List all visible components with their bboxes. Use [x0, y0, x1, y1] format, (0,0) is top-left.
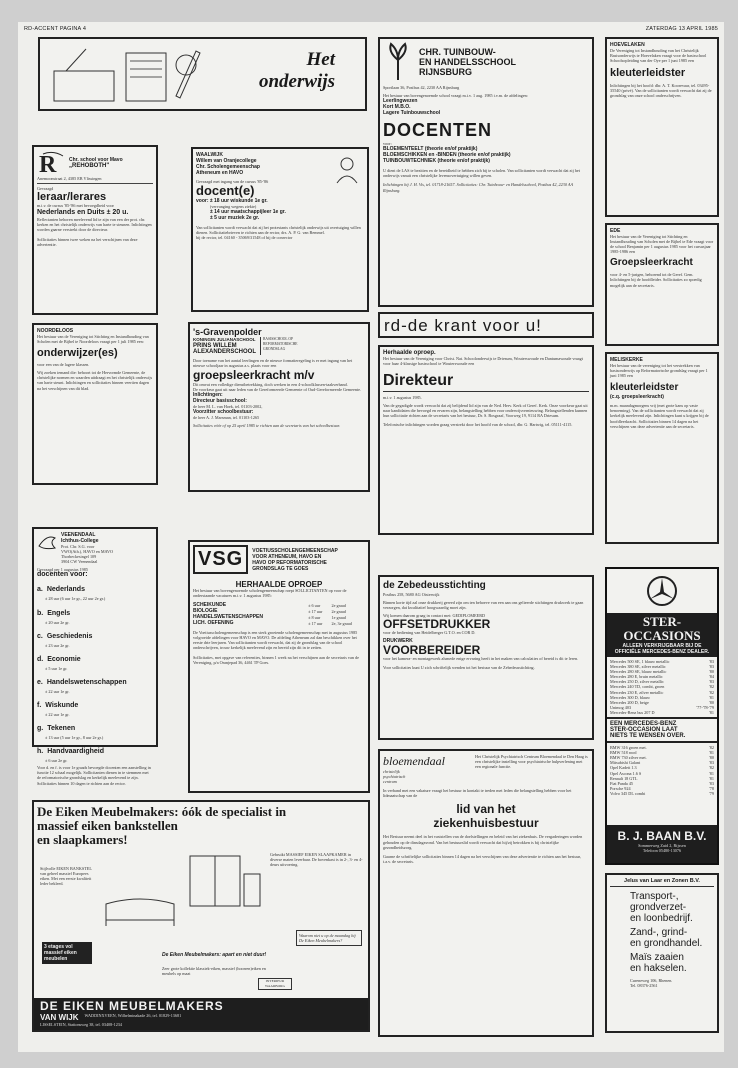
rehoboth-intro: Gevraagd — [37, 186, 54, 192]
ster-tagline1: EEN MERCEDES-BENZ — [610, 721, 677, 728]
list-item: Fiat Panda 45 '83 — [610, 780, 714, 786]
page-header-right: ZATERDAG 13 APRIL 1985 — [645, 26, 718, 32]
gravenpolder-school2: PRINS WILLEM — [193, 343, 237, 349]
zebedeus-contact: Wij komen daarom graag in contact met: GEDIPLOMEERD — [383, 613, 486, 619]
noordeloos-body: Het bestuur van de Vereniging tot Stichting en Instandhouding van Scholen met de Bijbel te Noordeloos vraagt per 1 juli 1985 een: — [37, 334, 149, 345]
list-item: Mercedes 500 SE, 1 blauw metallic '83 — [610, 659, 714, 664]
table-row: HANDELSWETENSCHAPPEN ± 8 uur 1e graad — [193, 614, 346, 621]
gravenpolder-school1: KONINGIN JULIANASCHOOL — [193, 337, 256, 342]
laar-l1: Transport-, — [630, 891, 679, 902]
voetius-n2: VOOR ATHENEUM, HAVO EN — [252, 553, 322, 560]
eiken-brand: DE EIKEN MEUBELMAKERS — [40, 999, 224, 1013]
laar-l4: Zand-, grind- — [630, 927, 688, 938]
zebedeus-addr: Postbus 258, 5680 AG Oisterwijk — [383, 592, 440, 597]
ster-dealer-tel: Telefoon 05480-13076 — [642, 848, 682, 854]
gravenpolder-school4: BASISSCHOOL OP REFORMATORISCHE GRONDSLAG — [260, 337, 310, 355]
herhaalde-title: Herhaalde oproep. — [383, 350, 436, 356]
svg-text:R: R — [39, 152, 57, 178]
ede-foot: voor 4- en 5-jarigen, behorend tot de Geref. Gem. Inlichtingen bij de hoofdleider. Sollicitaties zo spoedig mogelijk aan de secretaris. — [610, 272, 702, 288]
eiken-badge: INTERIEUR WAARBORG — [258, 978, 292, 990]
list-item: BMW 316 groen met. '82 — [610, 745, 714, 751]
gravenpolder-ad — [188, 322, 370, 492]
hoevelaken-place: HOEVELAKEN — [610, 42, 645, 48]
list-item: Mercedes 230 E, zilver metallic '82 — [610, 689, 714, 695]
bloemendaal-sub: In verband met een vakature vraagt het bestuur in kontakt te treden met leden die belangstelling hebben voor het lidmaatschap van de — [383, 788, 572, 799]
flower-icon — [383, 42, 413, 82]
gravenpolder-intro: Door toename van het aantal leerlingen en de nieuwe formatieregeling is er met ingang van het nieuwe schooljaar in augustus a.s. plaats voor een — [193, 358, 353, 369]
bloemendaal-intro: Het Christelijk Psychiatrisch Centrum Bloemendaal te Den Haag is een christelijke instelling voor psychiatrische hulpverlening met een regionale functie. — [475, 754, 588, 770]
meliskerke-role: kleuterleidster — [610, 382, 679, 394]
gravenpolder-d4: de heer A. J. Marsman, tel. 01103-1265 — [193, 415, 260, 421]
pencil-icon — [46, 41, 206, 107]
tuinbouw-voor: voor: — [383, 141, 392, 147]
onderwijs-title — [259, 49, 335, 93]
list-item: Opel Kadett 1.3 '82 — [610, 765, 714, 771]
zebedeus-title: de Zebedeusstichting — [383, 580, 486, 591]
rehoboth-name: „REHOBOTH" — [69, 163, 110, 169]
eiken-apart1: De Eiken Meubelmakers: apart en niet duur! — [162, 952, 267, 958]
list-item: Mercedes 380 SE, zilver metallic '83 — [610, 664, 714, 670]
tuinbouw-sub-list — [383, 146, 589, 164]
laar-addr: Cureneweg 106, Rhenen. — [630, 978, 673, 983]
ede-role: Groepsleerkracht — [610, 257, 693, 269]
zebedeus-ad — [378, 575, 594, 740]
waalwijk-ad — [191, 147, 369, 312]
veenendaal-addr2: 3904 CW Veenendaal — [61, 559, 98, 565]
gravenpolder-d2: de heer M. L. van Hoek, tel. 01103-2002, — [193, 404, 263, 410]
eiken-title3: en slaapkamers! — [37, 832, 128, 847]
meliskerke-sub: (c.q. groepsleerkracht) — [610, 394, 664, 401]
meliskerke-place: MELISKERKE — [610, 357, 643, 363]
laar-title: Jelus van Laar en Zonen B.V. — [610, 878, 714, 887]
herhaalde-role: Direkteur — [383, 371, 589, 392]
list-item: f. Wiskunde ± 22 uur 1e gr. — [37, 701, 79, 717]
waalwijk-line2: Chr. Scholengemeenschap — [196, 164, 260, 170]
rehoboth-footer: Sollicitaties binnen twee weken na het verschijnen van deze advertentie. — [37, 236, 138, 247]
tuinbouw-name1: CHR. TUINBOUW- — [419, 47, 496, 57]
laar-l5: en grondhandel. — [630, 938, 703, 949]
list-item: Mercedes 280 E, bruin metallic '84 — [610, 674, 714, 680]
zebedeus-foot: Voor sollicitaties kunt U zich schriftelijk wenden tot het bestuur van de Zebedeusstichting. — [383, 664, 535, 670]
list-item: e. Handelswetenschappen ± 22 uur 1e gr. — [37, 678, 127, 694]
meliskerke-ad — [605, 352, 719, 544]
tuinbouw-name3: RIJNSBURG — [419, 67, 473, 77]
onderwijs-title-1: Het — [306, 49, 335, 70]
list-item: b. Engels ± 20 uur 2e gr. — [37, 609, 71, 625]
waalwijk-line3: Atheneum en HAVO — [196, 170, 244, 176]
eiken-apart2: Zeer grote kollektie klassiek-eiken, massief (hoorren)eiken en meubels op maat — [162, 966, 266, 977]
veenendaal-intro: Gevraagd per 1 augustus 1985 — [37, 567, 88, 573]
list-item: Lagere Tuinbouwschool — [383, 110, 441, 117]
voetius-ad — [188, 540, 370, 793]
ster-title: STER-OCCASIONS — [623, 614, 701, 643]
house-icon — [184, 850, 264, 910]
list-item: Unimog 403 '77-'78-'79 — [610, 704, 714, 710]
noordeloos-role: onderwijzer(es) — [37, 347, 118, 360]
list-item: Opel Ascona 1.6 S '81 — [610, 770, 714, 776]
tuinbouw-name2: EN HANDELSSCHOOL — [419, 57, 517, 67]
rehoboth-logo-icon — [37, 150, 65, 176]
voetius-foot: Sollicitaties, met opgave van referenties, binnen 1 week na het verschijnen aan de secretaris van de Vereniging, p/a Oranjepad 36, 4461 TP Goes. — [193, 654, 359, 665]
ster-sub1: ALLEEN VERKRIJGBAAR BIJ DE — [622, 643, 702, 649]
waalwijk-l3: ± 14 uur maatschappijleer 1e gr. — [210, 209, 286, 216]
list-item: De voorkeur gaat uit naar leden van de Gereformeerde Gemeente of Oud-Gereformeerde Gemeente. — [193, 387, 361, 393]
bloemendaal-role2: ziekenhuisbestuur — [433, 816, 539, 831]
waalwijk-place: WAALWIJK — [196, 152, 223, 158]
list-item: Porsche 924 '78 — [610, 785, 714, 791]
eiken-promo3: meubelen — [44, 956, 68, 962]
list-item: BLOEMENTEELT (theorie en/of praktijk) — [383, 146, 478, 153]
meliskerke-foot: m.m. maandagmorgens vrij (met grote kans op vaste benoeming). Van de sollicitanten wordt verwacht dat zij kerkelijk meelevend zijn. Inlichtingen kunt u krijgen bij de hoofdleerkracht. Sollicitaties binnen 14 dagen na het verschijnen van deze advertentie aan de secretaris. — [610, 403, 709, 429]
noordeloos-sub: voor een van de lagere klassen. — [37, 362, 90, 368]
veenendaal-addr: Thorbeckesingel 109 — [61, 554, 97, 560]
eiken-promo — [42, 942, 92, 964]
herhaalde-intro: Het bestuur van de Vereniging voor Christ. Nat. Schoolonderwijs te Driesum, Wouterswoude en Dantumawoude vraagt voor haar 4-klassige basisschool te Wouterswoude een — [383, 356, 583, 367]
eiken-left: Stijlvolle EIKEN BANKSTEL van geheel massief Europees eiken. Met een eerste kwaliteit leder bekleed. — [40, 866, 92, 887]
page-header-left: RD-ACCENT PAGINA 4 — [24, 26, 87, 32]
rehoboth-body: Reflectanten behoren meelevend lid te zijn van een der prot. chr. kerken en het christelijk onderwijs van harte te steunen. Inlichtingen worden gaarne verstrekt door de directeur. — [37, 217, 152, 233]
veenendaal-ad — [32, 527, 158, 786]
laar-ad — [605, 873, 719, 1033]
list-item: Mercedes 240 TD, combi, groen '82 — [610, 684, 714, 690]
laar-l6: Maïs zaaien — [630, 952, 684, 963]
eiken-body: Gebruikt MASSIEF EIKEN SLAAPKAMER in diverse maten leverbaar. De bovenkast is in 2-, 3- en 4-deurs uitvoering. — [270, 852, 363, 868]
herhaalde-body: Van de gegadigde wordt verwacht dat zij belijdend lid zijn van de Ned. Herv. Kerk of Geref. Kerk. Onze voorkeur gaat uit naar kandidaten die bevoegd en ervaren zijn, belangstelling hebben voor onderwijsvernieuwing. Belangstellenden kunnen hun sollicitatie richten aan de secretaris van het bestuur, Dr. S. Bosgraaf, Voorweg 19, 9114 RA Driesum. — [383, 403, 588, 419]
list-item: BMW 730 zilver met. '80 — [610, 755, 714, 761]
voetius-intro: Het bestuur van bovengenoemde scholengemeenschap roept SOLLICITANTEN op voor de onderstaande vacatures m.i.v. 1 augustus 1985: — [193, 588, 347, 599]
noordeloos-ad — [32, 323, 158, 485]
waalwijk-role: docent(e) — [196, 183, 255, 199]
tuinbouw-address: Sportlaan 36, Postbus 42, 2230 AA Rijnsburg — [383, 85, 460, 90]
table-row: SCHEIKUNDE ± 6 uur 2e graad — [193, 602, 346, 609]
gravenpolder-info: Inlichtingen: — [193, 392, 223, 399]
noordeloos-foot: Wij zoeken iemand die: behoort tot de Hervormde Gemeente, de christelijke normen en waarden uitdraagt en het christelijk onderwijs van harte steunt. Inlichtingen en sollicitaties binnen veertien dagen na het verschijnen van dit blad. — [37, 370, 153, 391]
list-item: Mercedes 200 D, beige '80 — [610, 699, 714, 705]
ster-other-list — [607, 743, 717, 798]
veenendaal-list — [37, 578, 153, 763]
gravenpolder-foot: Sollicitaties vóór of op 25 april 1985 te richten aan de secretaris van het schoolbestuur. — [193, 422, 340, 428]
herhaalde-ad — [378, 345, 594, 535]
eiken-promo2: massief eiken — [44, 950, 77, 956]
veenendaal-sub2: VWO(Ath.), HAVO en MAVO — [61, 549, 114, 555]
noordeloos-place: NOORDELOOS — [37, 328, 74, 334]
bloemendaal-logo1: bloemendaal — [383, 754, 445, 768]
list-item: Mercedes 250 D, zilver metallic '83 — [610, 679, 714, 685]
list-item: d. Economie ± 5 uur 1e gr. — [37, 655, 81, 671]
ster-ad — [605, 567, 719, 865]
bloemendaal-logo — [383, 754, 469, 784]
zebedeus-sub2: voor het kamera- en montagewerk alsmede enige ervaring heeft in het maken van calculaties of bereid is dit te leren. — [383, 656, 579, 662]
list-item: Leerlingwezen — [383, 98, 418, 105]
rehoboth-subject: Nederlands en Duits ± 20 u. — [37, 209, 129, 217]
eiken-brand2: VAN WIJK — [40, 1013, 79, 1022]
list-item: c. Geschiedenis ± 23 uur 2e gr. — [37, 632, 93, 648]
waalwijk-l2: (vervanging wegens ziekte) — [210, 204, 257, 210]
hoevelaken-foot: Inlichtingen bij het hoofd: dhr. A. T. Koorevaar, tel. 03495-35540 (privé). Van de sollicitanten wordt verwacht dat zij de grondslag van onze school onderschrijven. — [610, 83, 712, 99]
waalwijk-sub: Gevraagd met ingang van de cursus '85-'86 — [196, 179, 269, 184]
zebedeus-role2: VOORBEREIDER — [383, 643, 481, 658]
eiken-addr: WADDINXVEEN, Wilhelminakade 26, tel. 01829-13681 — [84, 1013, 182, 1018]
bloemendaal-foot: Gaarne de schriftelijke sollicitaties binnen 14 dagen na het verschijnen van deze advertentie te richten aan het bestuur, t.a.v. de secretaris. — [383, 853, 581, 864]
voetius-logo: VSG — [193, 545, 248, 574]
veenendaal-sub1: Prot. Chr. S.G. voor — [61, 544, 95, 549]
portrait-icon — [335, 155, 359, 183]
table-row: LICH. OEFENING ± 17 uur 2e, 3e graad — [193, 620, 352, 627]
table-row: BIOLOGIE ± 17 uur 2e graad — [193, 608, 346, 615]
zebedeus-sub1: voor de bediening van Heidelberger G.T.O. en COR D. — [383, 630, 476, 636]
ster-car-list — [607, 657, 717, 717]
eiken-promo1: 3 etages vol — [44, 944, 73, 950]
bloemendaal-logo2: christelijk — [383, 769, 400, 774]
ede-ad — [605, 223, 719, 346]
onderwijs-header-ad — [38, 37, 367, 111]
veenendaal-place: VEENENDAAL — [61, 532, 96, 538]
gravenpolder-role: groepsleerkracht m/v — [193, 368, 315, 383]
rehoboth-address: Anemoonstraat 2, 4385 EB Vlissingen — [37, 176, 102, 181]
bloemendaal-role1: lid van het — [456, 802, 516, 817]
dove-icon — [37, 532, 57, 552]
eiken-title2: massief eiken bankstellen — [37, 818, 178, 833]
meliskerke-body: Het bestuur van de vereniging tot het verstrekken van basisonderwijs op Reformatorische grondslag vraagt per 1 juni 1985 een — [610, 363, 708, 379]
rehoboth-org: Chr. school voor Mavo — [69, 157, 123, 163]
rd-banner-text: rd-de krant voor u! — [384, 316, 542, 335]
tuinbouw-foot: Inlichtingen bij J. H. Vis, tel. 01718-21657. Sollicitaties: Chr. Tuinbouw- en Handelsschool, Postbus 42, 2230 AA Rijnsburg. — [383, 182, 573, 193]
laar-l3: en loonbedrijf. — [630, 913, 693, 924]
tuinbouw-role: DOCENTEN — [383, 120, 493, 141]
list-item: Dit omvat een volledige dienstbetrekking, doch werken in een 4-schoolklassen-taakverband. — [193, 382, 348, 388]
herhaalde-date: m.i.v. 1 augustus 1985. — [383, 395, 422, 401]
voetius-body: De Voetiusscholengemeenschap is een sterk groeiende scholengemeenschap met in augustus 1985 volgroeide afdelingen voor HAVO en MAVO. De afdeling Atheneum zal dan beschikken over het eerste drie leerjaren. Van sollicitanten wordt verwacht, dat zij de grondslag van de school onderschrijven, trouw kerkelijk meelevend zijn en bereid zijn dit in te zetten. — [193, 630, 358, 651]
zebedeus-body: Binnen korte tijd zal onze drukkerij gereed zijn om ten behoeve van een aan ons gelieerde stichtingen drukwerk te gaan verzorgen, dat kwalitatief hoogwaardig moet zijn. — [383, 600, 584, 611]
ster-dealer-addr: Sommerweg Zuid 2, Rijssen — [638, 843, 686, 848]
list-item: g. Tekenen ± 13 uur (5 uur 1e gr., 8 uur 2e gr.) — [37, 725, 104, 741]
voetius-table — [193, 602, 365, 626]
tuinbouw-intro: Het bestuur van bovengenoemde school vraagt m.i.v. 1 aug. 1985 i.v.m. de afdelingen: — [383, 93, 528, 99]
gravenpolder-school3: ALEXANDERSCHOOL — [193, 349, 257, 355]
waalwijk-body: Van sollicitanten wordt verwacht dat zij het protestants christelijk onderwijs uit overtuiging willen dienen. Sollicitatiebrieven te richten aan de rector, drs. A. P. G. van Bemmel. — [196, 225, 361, 236]
eiken-slogan: Waarom niet u op de maandag bij De Eiken Meubelmakers? — [296, 930, 362, 946]
bloemendaal-logo3: psychiatrisch — [383, 774, 406, 780]
ster-dealer: B. J. BAAN B.V. — [617, 829, 707, 843]
voetius-n1: VOETIUSSCHOLENGEMEENSCHAP — [252, 547, 338, 554]
zebedeus-role1: OFFSETDRUKKER — [383, 617, 491, 632]
laar-tel: Tel. 08376-2561 — [630, 983, 658, 989]
bloemendaal-body: Het Bestuur neemt deel in het vaststellen van de doelstellingen en beleid van het ziekenhuis. De vergaderingen worden gehouden op de dinsdagavond. Van het bestuurslid wordt verwacht dat hij/zij betrokken is bij christelijke gezondheidszorg. — [383, 834, 583, 850]
rehoboth-subject-intro: m.i.v. de cursus '85-'86 met bevoegdheid voor — [37, 203, 114, 209]
list-item: Mercedes-Benz bus 207 D '81 — [610, 709, 714, 715]
hoevelaken-role: kleuterleidster — [610, 67, 686, 80]
veenendaal-role: docenten voor: — [37, 571, 88, 579]
gravenpolder-list — [193, 382, 365, 392]
eiken-title1: De Eiken Meubelmakers: óók de specialist in — [37, 804, 287, 819]
bloemendaal-ad — [378, 749, 594, 1037]
ster-tagline2: STER-OCCASION LAAT — [610, 727, 678, 734]
voetius-n3: HAVO OP REFORMATORISCHE — [252, 559, 327, 566]
gravenpolder-place: 's-Gravenpolder — [193, 327, 262, 337]
list-item: a. Nederlands ± 28 uur (6 uur 1e gr., 22 uur 2e gr.) — [37, 586, 106, 602]
voetius-n4: GRONDSLAG TE GOES — [252, 565, 309, 572]
gravenpolder-d1: Directeur basisschool: — [193, 398, 247, 405]
rehoboth-ad — [32, 145, 158, 315]
gravenpolder-d3: Voorzitter schoolbestuur: — [193, 409, 254, 416]
mercedes-star-icon — [646, 575, 678, 607]
eiken-ad — [32, 800, 370, 1032]
ede-body: Het bestuur van de Vereniging tot Stichting en Instandhouding van Scholen met de Bijbel te Ede vraagt voor de school Benjamin per 1 augustus 1985 voor het cursusjaar 1985-1986 een — [610, 234, 714, 255]
rehoboth-role: leraar/lerares — [37, 191, 107, 204]
list-item: Volvo 345 DL combi '79 — [610, 790, 714, 796]
waalwijk-l4: ± 5 uur muziek 2e gr. — [210, 215, 260, 222]
tuinbouw-list — [383, 98, 589, 116]
list-item: Renault 18 GTL '81 — [610, 775, 714, 781]
ster-sub2: OFFICIËLE MERCEDES-BENZ DEALER. — [614, 649, 710, 655]
tuinbouw-ad — [378, 37, 594, 307]
hoevelaken-ad — [605, 37, 719, 217]
waalwijk-foot: bij de rector, tel. 04160 - 35069/31548 of bij de conrector — [196, 235, 293, 241]
list-item: BMW 518 rood '81 — [610, 750, 714, 756]
list-item: Mitsubishi Galant '83 — [610, 760, 714, 766]
onderwijs-title-2: onderwijs — [258, 71, 335, 92]
list-item: Kort M.B.O. — [383, 104, 411, 111]
list-item: Mercedes 300 D, blauw '81 — [610, 694, 714, 700]
veenendaal-school: Ichthus-College — [61, 538, 99, 544]
list-item: BLOEMSCHIKKEN en -BINDEN (theorie en/of praktijk) — [383, 152, 511, 159]
voetius-oproep: HERHAALDE OPROEP — [235, 580, 323, 589]
laar-l2: grondverzet- — [630, 902, 687, 913]
zebedeus-drukwerk: DRUKWERK — [383, 638, 413, 645]
laar-l7: en hakselen. — [630, 963, 687, 974]
list-item: Mercedes 280 SE, blauw metallic '80 — [610, 669, 714, 675]
newspaper-page — [18, 22, 724, 1052]
tuinbouw-body: U dient de LAS te bezitten en de bereidheid te hebben zich bij te scholen. Van sollicitanten wordt verwacht dat zij het onderwijs vanuit een christelijke levensovertuiging willen geven. — [383, 168, 580, 179]
waalwijk-line1: Willem van Oranjecollege — [196, 158, 257, 164]
ede-place: EDE — [610, 228, 621, 234]
bloemendaal-logo4: centrum — [383, 779, 397, 785]
veenendaal-foot: Voor d. en f. is voor 1e graads bevoegde docenten een aanstelling in functie 12 schaal mogelijk. Sollicitanten dienen in te stemmen met de reformatorische grondslag en kerkelijk meelevend te zijn. Sollicitaties binnen 10 dagen te richten aan de rector. — [37, 765, 151, 786]
eiken-addr2: LISSELSTEIN, Stationsweg 38, tel. 03408-1234 — [40, 1022, 122, 1027]
rd-banner — [378, 312, 594, 338]
waalwijk-l1: voor: ± 18 uur wiskunde 1e gr. — [196, 198, 268, 205]
list-item: TUINBOUWTECHNIEK (theorie en/of praktijk) — [383, 158, 490, 165]
ster-tagline3: NIETS TE WENSEN OVER. — [610, 733, 686, 740]
list-item: h. Handvaardigheid ± 6 uur 2e gr. — [37, 748, 105, 764]
sofa-icon — [100, 890, 180, 930]
hoevelaken-body: De Vereniging tot Instandhouding van het Christelijk Basisonderwijs te Hoevelaken vraagt voor de basisschool Schoolsopleiding van der Oye per 1 juni 1985 een — [610, 48, 707, 64]
herhaalde-foot: Telefonische inlichtingen worden graag verstrekt door het hoofd van de school, dhr. G. Hartwig, tel. 05111-4115. — [383, 421, 573, 427]
